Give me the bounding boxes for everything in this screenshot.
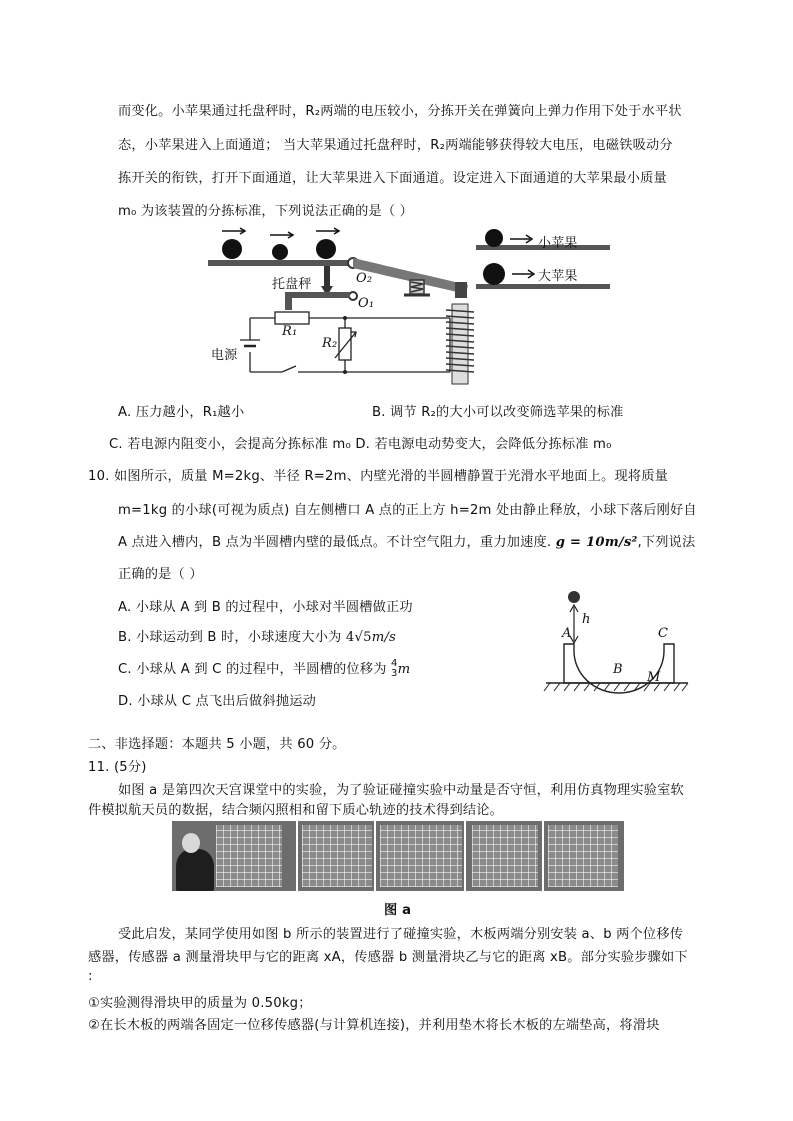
q11-text-line-5: : [88,969,93,984]
q11-step-1: ①实验测得滑块甲的质量为 0.50kg； [88,996,312,1011]
experiment-photo-2 [298,821,374,891]
q9-option-a: A. 压力越小，R₁越小 [118,405,245,420]
label-a: A [562,626,572,641]
q9-option-b: B. 调节 R₂的大小可以改变筛选苹果的标准 [372,405,624,420]
q10-option-b [118,626,396,645]
q10-line-3-a: A 点进入槽内，B 点为半圆槽内壁的最低点。不计空气阻力，重力加速度. [118,535,552,550]
q11-step-2: ②在长木板的两端各固定一位移传感器(与计算机连接)，并利用垫木将长木板的左端垫高，将滑块 [88,1018,660,1033]
small-apple-label: 小苹果 [538,236,578,251]
label-h: h [582,612,591,627]
q10-option-a: A. 小球从 A 到 B 的过程中，小球对半圆槽做正功 [118,600,413,615]
label-m: M [647,670,661,685]
q10-line-3-c: ,下列说法 [637,535,696,550]
o1-label: O₁ [358,296,375,311]
q11-text-line-1: 如图 a 是第四次天宫课堂中的实验，为了验证碰撞实验中动量是否守恒，利用仿真物理实验室软 [118,783,684,798]
q10-option-b-text: B. 小球运动到 B 时，小球速度大小为 [118,630,342,645]
label-c: C [658,626,669,641]
r1-label: R₁ [282,324,298,339]
q10-option-c [118,658,410,679]
o2-label: O₂ [356,271,373,286]
q10-text-line-4: 正确的是（ ） [118,567,203,582]
q9-text-line-1: 而变化。小苹果通过托盘秤时，R₂两端的电压较小，分拣开关在弹簧向上弹力作用下处于水平状 [118,104,682,119]
q9-option-cd: C. 若电源内阻变小，会提高分拣标准 m₀ D. 若电源电动势变大，会降低分拣标准 m₀ [109,437,612,452]
r2-label: R₂ [322,336,338,351]
q11-number: 11. (5分) [88,760,147,775]
q10-text-line-1: 10. 如图所示，质量 M=2kg、半径 R=2m、内壁光滑的半圆槽静置于光滑水平地面上。现将质量 [88,469,668,484]
label-b: B [613,662,623,677]
displacement-unit: m [397,662,411,677]
experiment-photo-3 [376,821,464,891]
gravity-formula: g = 10m/s² [555,535,638,550]
velocity-unit: m/s [371,630,397,645]
q10-option-c-text: C. 小球从 A 到 C 的过程中，半圆槽的位移为 [118,662,387,677]
experiment-photo-1 [172,821,296,891]
q9-text-line-4: m₀ 为该装置的分拣标准，下列说法正确的是（ ） [118,204,414,219]
big-apple-label: 大苹果 [538,269,578,284]
q11-text-line-4: 感器，传感器 a 测量滑块甲与它的距离 xA，传感器 b 测量滑块乙与它的距离 xB。部分实验步骤如下 [88,950,688,965]
q10-text-line-2: m=1kg 的小球(可视为质点) 自左侧槽口 A 点的正上方 h=2m 处由静止释放，小球下落后刚好自 [118,503,697,518]
power-label: 电源 [211,348,238,363]
q11-text-line-2: 件模拟航天员的数据，结合频闪照相和留下质心轨迹的技术得到结论。 [88,803,504,818]
q11-text-line-3: 受此启发，某同学使用如图 b 所示的装置进行了碰撞实验，木板两端分别安装 a、b 两个位移传 [118,927,684,942]
q9-text-line-3: 拣开关的衔铁，打开下面通道，让大苹果进入下面通道。设定进入下面通道的大苹果最小质量 [118,171,667,186]
fraction-numerator: 4 [391,658,398,669]
experiment-photo-5 [544,821,624,891]
q9-text-line-2: 态，小苹果进入上面通道； 当大苹果通过托盘秤时，R₂两端能够获得较大电压，电磁铁吸动分 [118,138,673,153]
q10-option-d: D. 小球从 C 点飞出后做斜抛运动 [118,694,316,709]
q10-text-line-3 [118,531,695,550]
figure-a-caption: 图 a [384,903,412,918]
velocity-value: 4√5 [345,630,372,645]
scale-label: 托盘秤 [272,277,312,292]
experiment-photo-4 [466,821,542,891]
section-heading: 二、非选择题：本题共 5 小题，共 60 分。 [88,737,346,752]
fraction-denominator: 3 [391,668,398,679]
